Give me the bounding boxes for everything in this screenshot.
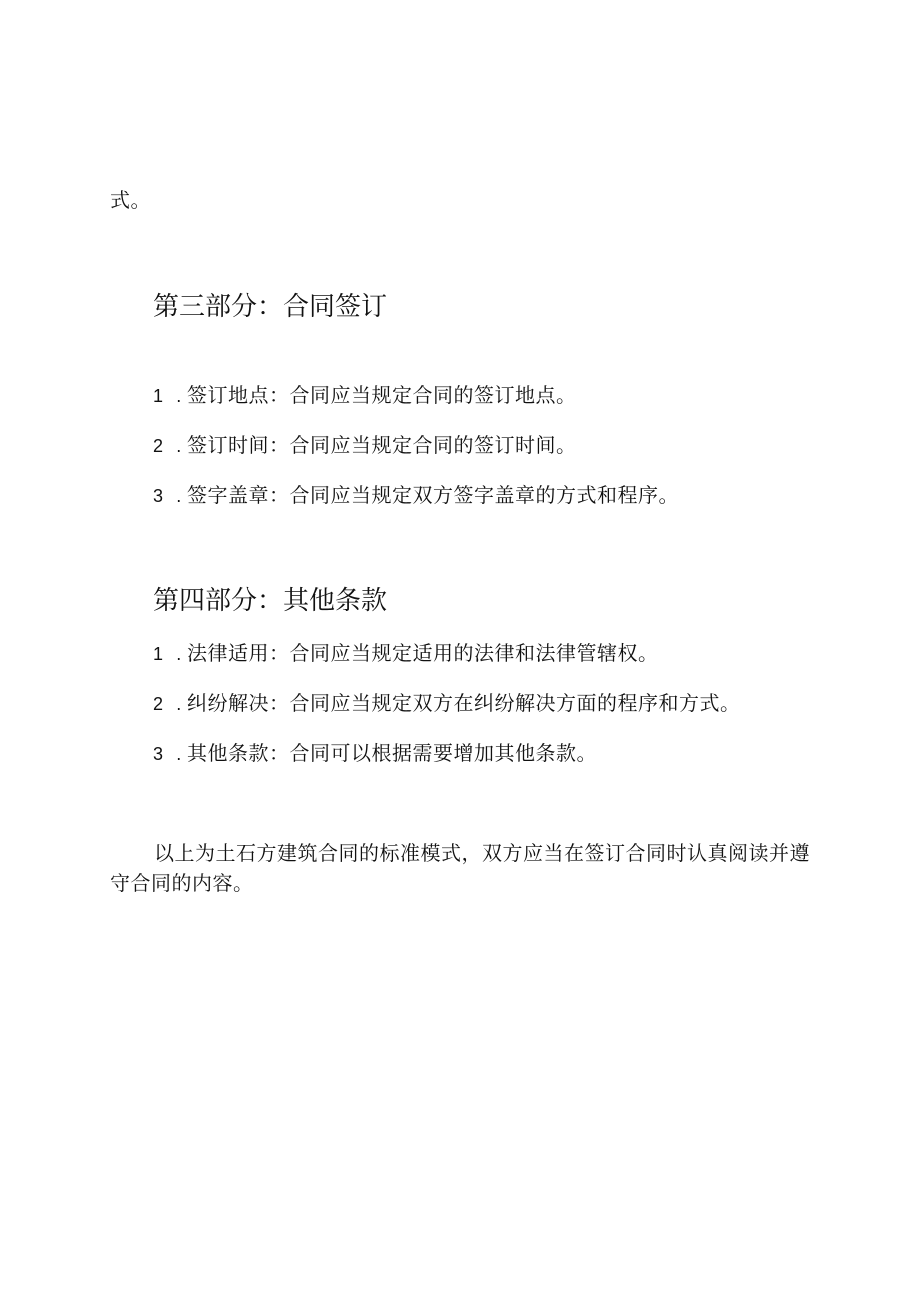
item-number: 2 [153, 436, 164, 456]
item-number: 1 [153, 386, 164, 406]
section3-heading: 第三部分：合同签订 [153, 291, 388, 321]
item-dot: . [176, 694, 182, 714]
item-number: 3 [153, 744, 164, 764]
section4-item-1 [153, 640, 659, 667]
item-text: 签订时间：合同应当规定合同的签订时间。 [187, 433, 577, 457]
item-number: 2 [153, 694, 164, 714]
section4-item-3 [153, 740, 597, 767]
section4-item-2 [153, 690, 741, 717]
continuation-text: 式。 [110, 188, 151, 212]
item-number: 1 [153, 644, 164, 664]
item-text: 其他条款：合同可以根据需要增加其他条款。 [187, 741, 597, 765]
item-dot: . [176, 486, 182, 506]
section4-heading: 第四部分：其他条款 [153, 585, 388, 615]
item-number: 3 [153, 486, 164, 506]
item-dot: . [176, 386, 182, 406]
item-text: 纠纷解决：合同应当规定双方在纠纷解决方面的程序和方式。 [187, 691, 741, 715]
item-text: 签字盖章：合同应当规定双方签字盖章的方式和程序。 [187, 483, 679, 507]
section3-item-1 [153, 382, 577, 409]
item-dot: . [176, 436, 182, 456]
closing-paragraph: 以上为土石方建筑合同的标准模式，双方应当在签订合同时认真阅读并遵守合同的内容。 [110, 841, 810, 895]
item-text: 法律适用：合同应当规定适用的法律和法律管辖权。 [187, 641, 659, 665]
section3-item-3 [153, 482, 679, 509]
item-text: 签订地点：合同应当规定合同的签订地点。 [187, 383, 577, 407]
section3-item-2 [153, 432, 577, 459]
item-dot: . [176, 744, 182, 764]
item-dot: . [176, 644, 182, 664]
